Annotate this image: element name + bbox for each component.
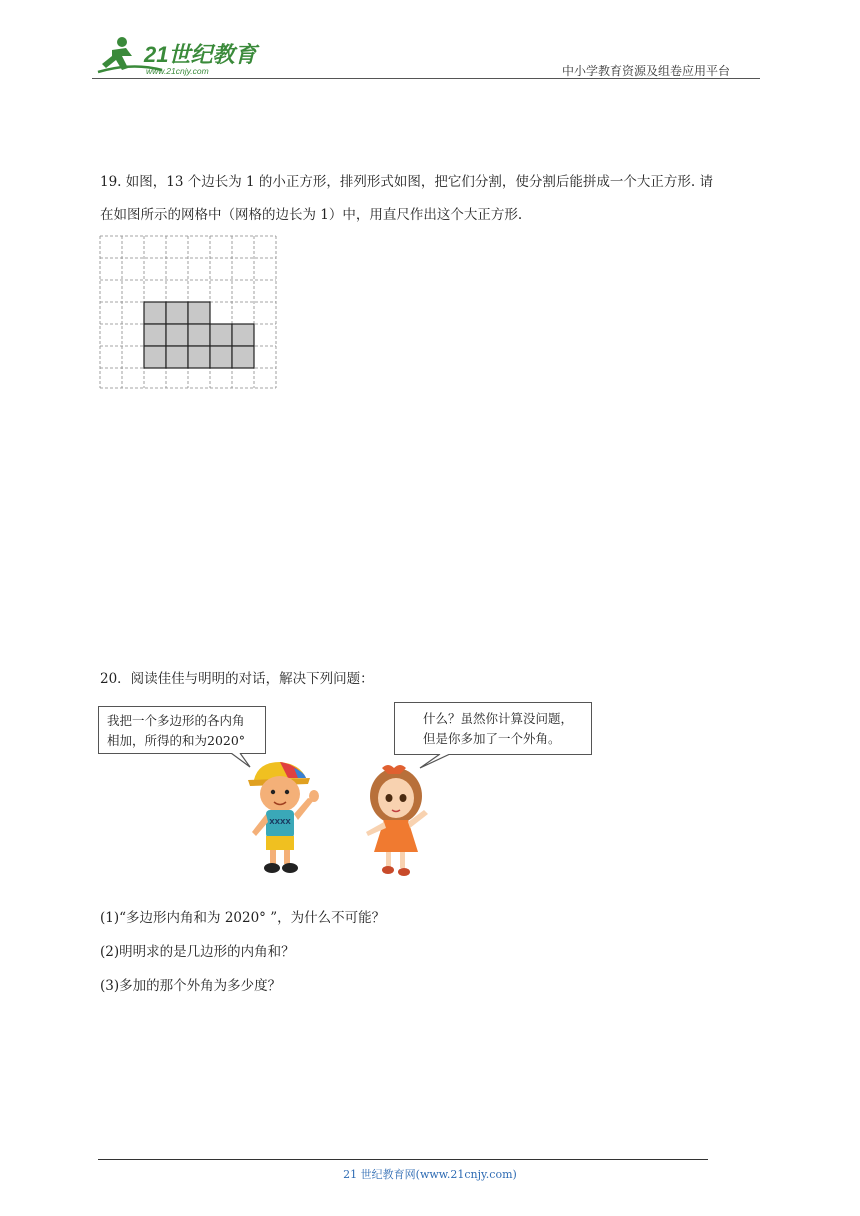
bubble-boy-line2: 相加，所得的和为2020° bbox=[107, 733, 246, 748]
boy-illustration bbox=[244, 758, 324, 878]
bubble-girl-line1: 什么？虽然你计算没问题， bbox=[423, 711, 574, 726]
header-platform-name: 中小学教育资源及组卷应用平台 bbox=[562, 64, 731, 78]
footer-divider bbox=[98, 1159, 708, 1160]
q20-subquestion-3: (3)多加的那个外角为多少度？ bbox=[100, 978, 282, 994]
q20-subquestion-2: (2)明明求的是几边形的内角和？ bbox=[100, 944, 295, 960]
shirt-label: XXXX bbox=[269, 818, 291, 826]
header-divider bbox=[92, 78, 760, 79]
speech-bubble-girl bbox=[394, 702, 592, 755]
q19-text-line2: 在如图所示的网格中（网格的边长为 1）中，用直尺作出这个大正方形. bbox=[100, 207, 523, 223]
q19-text-line1: 19. 如图，13 个边长为 1 的小正方形，排列形式如图，把它们分割，使分割后能拼成一个大正方形. 请 bbox=[100, 174, 713, 190]
q19-grid-figure bbox=[99, 235, 279, 395]
logo-url: www.21cnjy.com bbox=[146, 66, 209, 76]
bubble-boy-line1: 我把一个多边形的各内角 bbox=[107, 713, 245, 728]
girl-illustration bbox=[360, 760, 440, 880]
footer-site-link[interactable]: 21 世纪教育网(www.21cnjy.com) bbox=[343, 1168, 517, 1181]
q20-intro: 20．阅读佳佳与明明的对话，解决下列问题： bbox=[100, 671, 374, 687]
bubble-girl-line2: 但是你多加了一个外角。 bbox=[423, 731, 561, 746]
logo-text: 21世纪教育 bbox=[144, 42, 257, 67]
site-logo bbox=[92, 32, 262, 78]
speech-bubble-boy bbox=[98, 706, 266, 754]
thirteen-unit-squares bbox=[144, 302, 254, 368]
q20-subquestion-1: (1)“多边形内角和为 2020° ”，为什么不可能？ bbox=[100, 910, 386, 926]
